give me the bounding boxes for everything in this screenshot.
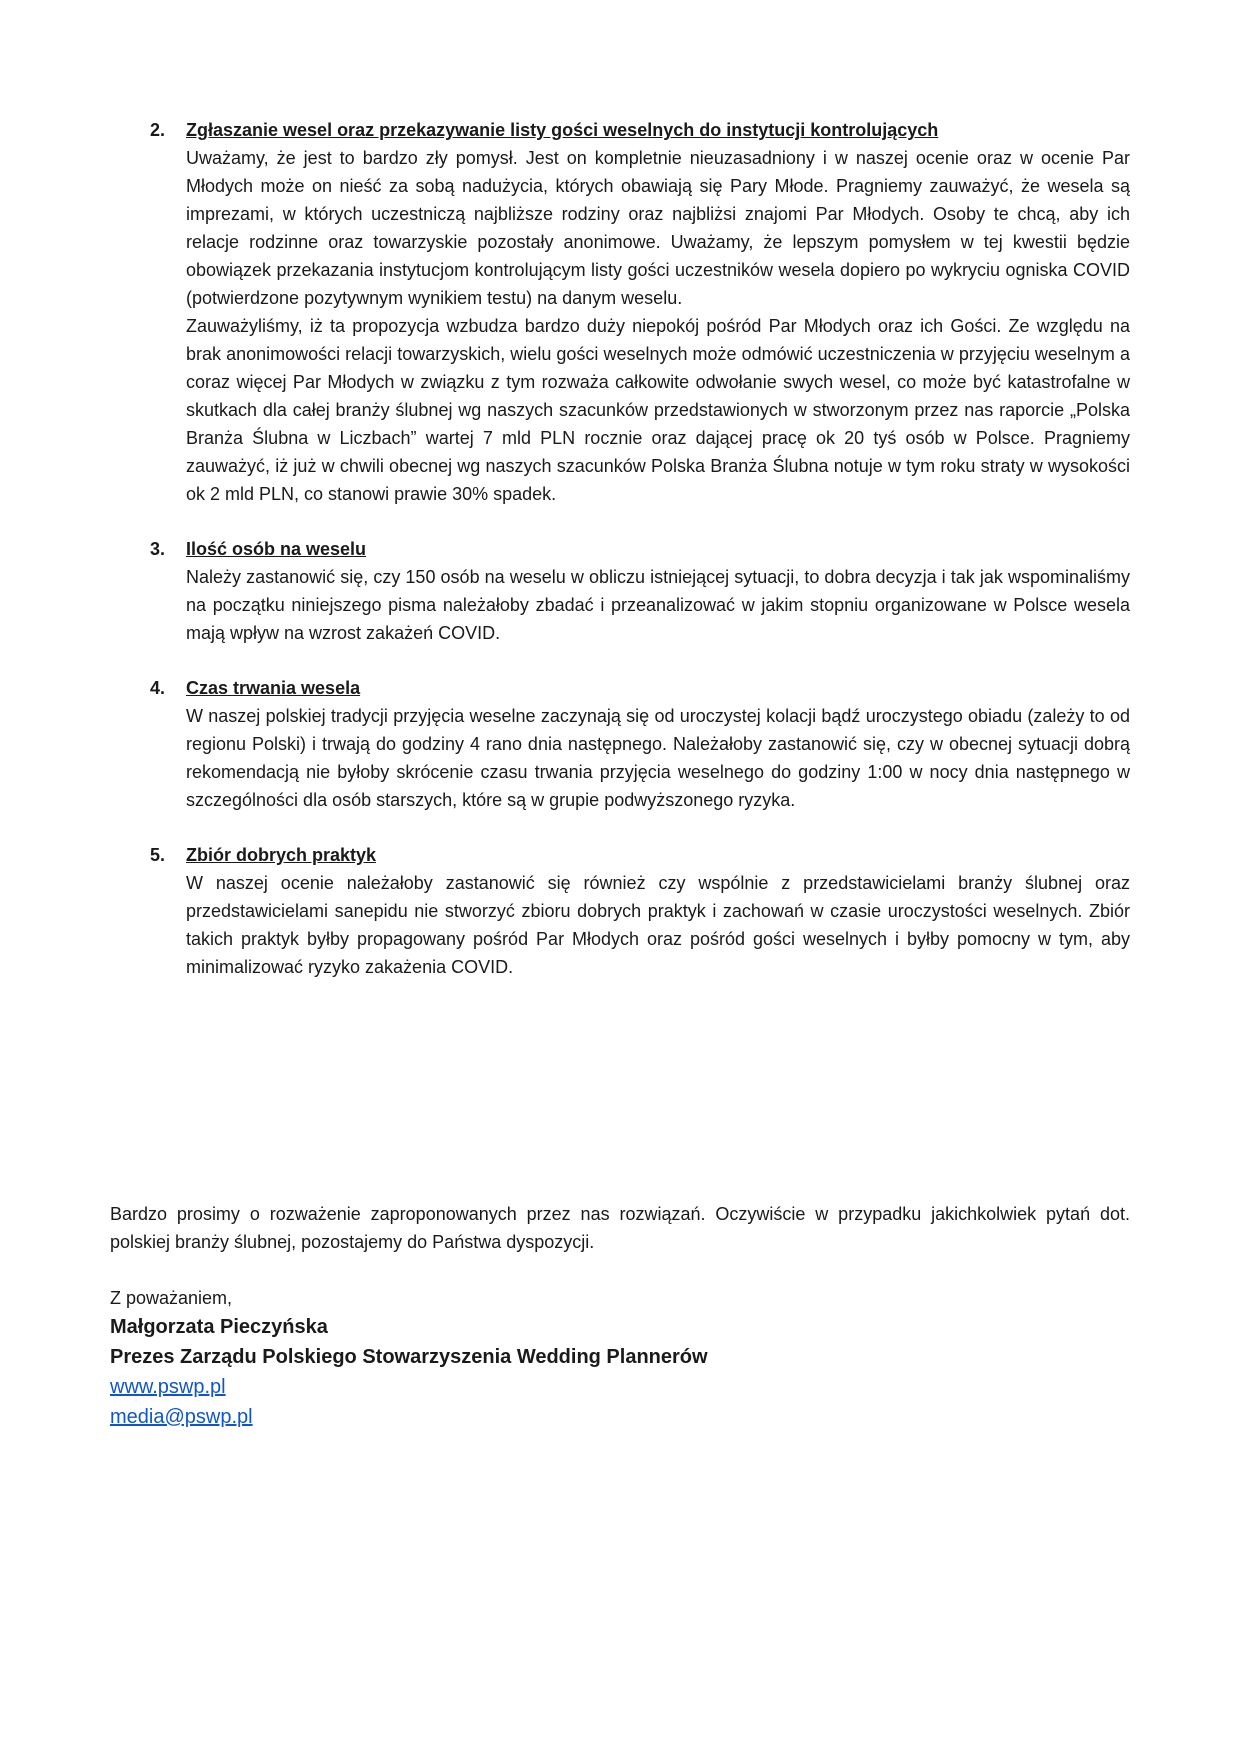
list-item-2 — [150, 116, 1130, 508]
closing-regards: Z poważaniem, — [110, 1288, 233, 1308]
section-heading: Ilość osób na weselu — [186, 539, 367, 559]
list-number: 2. — [150, 120, 166, 140]
section-paragraph: W naszej ocenie należałoby zastanowić się również czy wspólnie z przedstawicielami branży ślubnej oraz przedstawicielami sanepidu nie stworzyć zbioru dobrych praktyk i zachowań w czasie uroczystości weselnych. Zbiór takich praktyk byłby propagowany pośród Par Młodych oraz pośród gości weselnych i byłby pomocny w tym, aby minimalizować ryzyko zakażenia COVID. — [186, 873, 1130, 977]
list-item-3 — [150, 535, 1130, 647]
closing-request: Bardzo prosimy o rozważenie zaproponowanych przez nas rozwiązań. Oczywiście w przypadku jakichkolwiek pytań dot. polskiej branży ślubnej, pozostajemy do Państwa dyspozycji. — [110, 1204, 1130, 1252]
list-number: 3. — [150, 539, 166, 559]
closing-block — [110, 1200, 1130, 1432]
section-paragraph: Zauważyliśmy, iż ta propozycja wzbudza bardzo duży niepokój pośród Par Młodych oraz ich Gości. Ze względu na brak anonimowości relacji towarzyskich, wielu gości weselnych może odmówić uczestniczenia w przyjęciu weselnym a coraz więcej Par Młodych w związku z tym rozważa całkowite odwołanie swych wesel, co może być katastrofalne w skutkach dla całej branży ślubnej wg naszych szacunków przedstawionych w stworzonym przez nas raporcie „Polska Branża Ślubna w Liczbach” wartej 7 mld PLN rocznie oraz dającej pracę ok 20 tyś osób w Polsce. Pragniemy zauważyć, iż już w chwili obecnej wg naszych szacunków Polska Branża Ślubna notuje w tym roku straty w wysokości ok 2 mld PLN, co stanowi prawie 30% spadek. — [186, 316, 1130, 504]
list-number: 5. — [150, 845, 166, 865]
section-heading: Czas trwania wesela — [186, 678, 361, 698]
website-link[interactable]: www.pswp.pl — [110, 1376, 226, 1398]
email-link[interactable]: media@pswp.pl — [110, 1406, 253, 1428]
section-heading: Zbiór dobrych praktyk — [186, 845, 377, 865]
section-paragraph: W naszej polskiej tradycji przyjęcia weselne zaczynają się od uroczystej kolacji bądź uroczystego obiadu (zależy to od regionu Polski) i trwają do godziny 4 rano dnia następnego. Należałoby zastanowić się, czy w obecnej sytuacji dobrą rekomendacją nie byłoby skrócenie czasu trwania przyjęcia weselnego do godziny 1:00 w nocy dnia następnego w szczególności dla osób starszych, które są w grupie podwyższonego ryzyka. — [186, 706, 1130, 810]
list-item-5 — [150, 841, 1130, 981]
signatory-name: Małgorzata Pieczyńska — [110, 1316, 328, 1338]
section-paragraph: Uważamy, że jest to bardzo zły pomysł. Jest on kompletnie nieuzasadniony i w naszej ocenie oraz w ocenie Par Młodych może on nieść za sobą nadużycia, których obawiają się Pary Młode. Pragniemy zauważyć, że wesela są imprezami, w których uczestniczą najbliższe rodziny oraz najbliżsi znajomi Par Młodych. Osoby te chcą, aby ich relacje rodzinne oraz towarzyskie pozostały anonimowe. Uważamy, że lepszym pomysłem w tej kwestii będzie obowiązek przekazania instytucjom kontrolującym listy gości uczestników wesela dopiero po wykryciu ogniska COVID (potwierdzone pozytywnym wynikiem testu) na danym weselu. — [186, 148, 1130, 308]
numbered-list — [150, 116, 1130, 1008]
section-heading: Zgłaszanie wesel oraz przekazywanie listy gości weselnych do instytucji kontrolujących — [186, 120, 939, 140]
section-paragraph: Należy zastanowić się, czy 150 osób na weselu w obliczu istniejącej sytuacji, to dobra decyzja i tak jak wspominaliśmy na początku niniejszego pisma należałoby zbadać i przeanalizować w jakim stopniu organizowane w Polsce wesela mają wpływ na wzrost zakażeń COVID. — [186, 567, 1130, 643]
list-item-4 — [150, 674, 1130, 814]
list-number: 4. — [150, 678, 166, 698]
signatory-role: Prezes Zarządu Polskiego Stowarzyszenia Wedding Plannerów — [110, 1346, 708, 1368]
